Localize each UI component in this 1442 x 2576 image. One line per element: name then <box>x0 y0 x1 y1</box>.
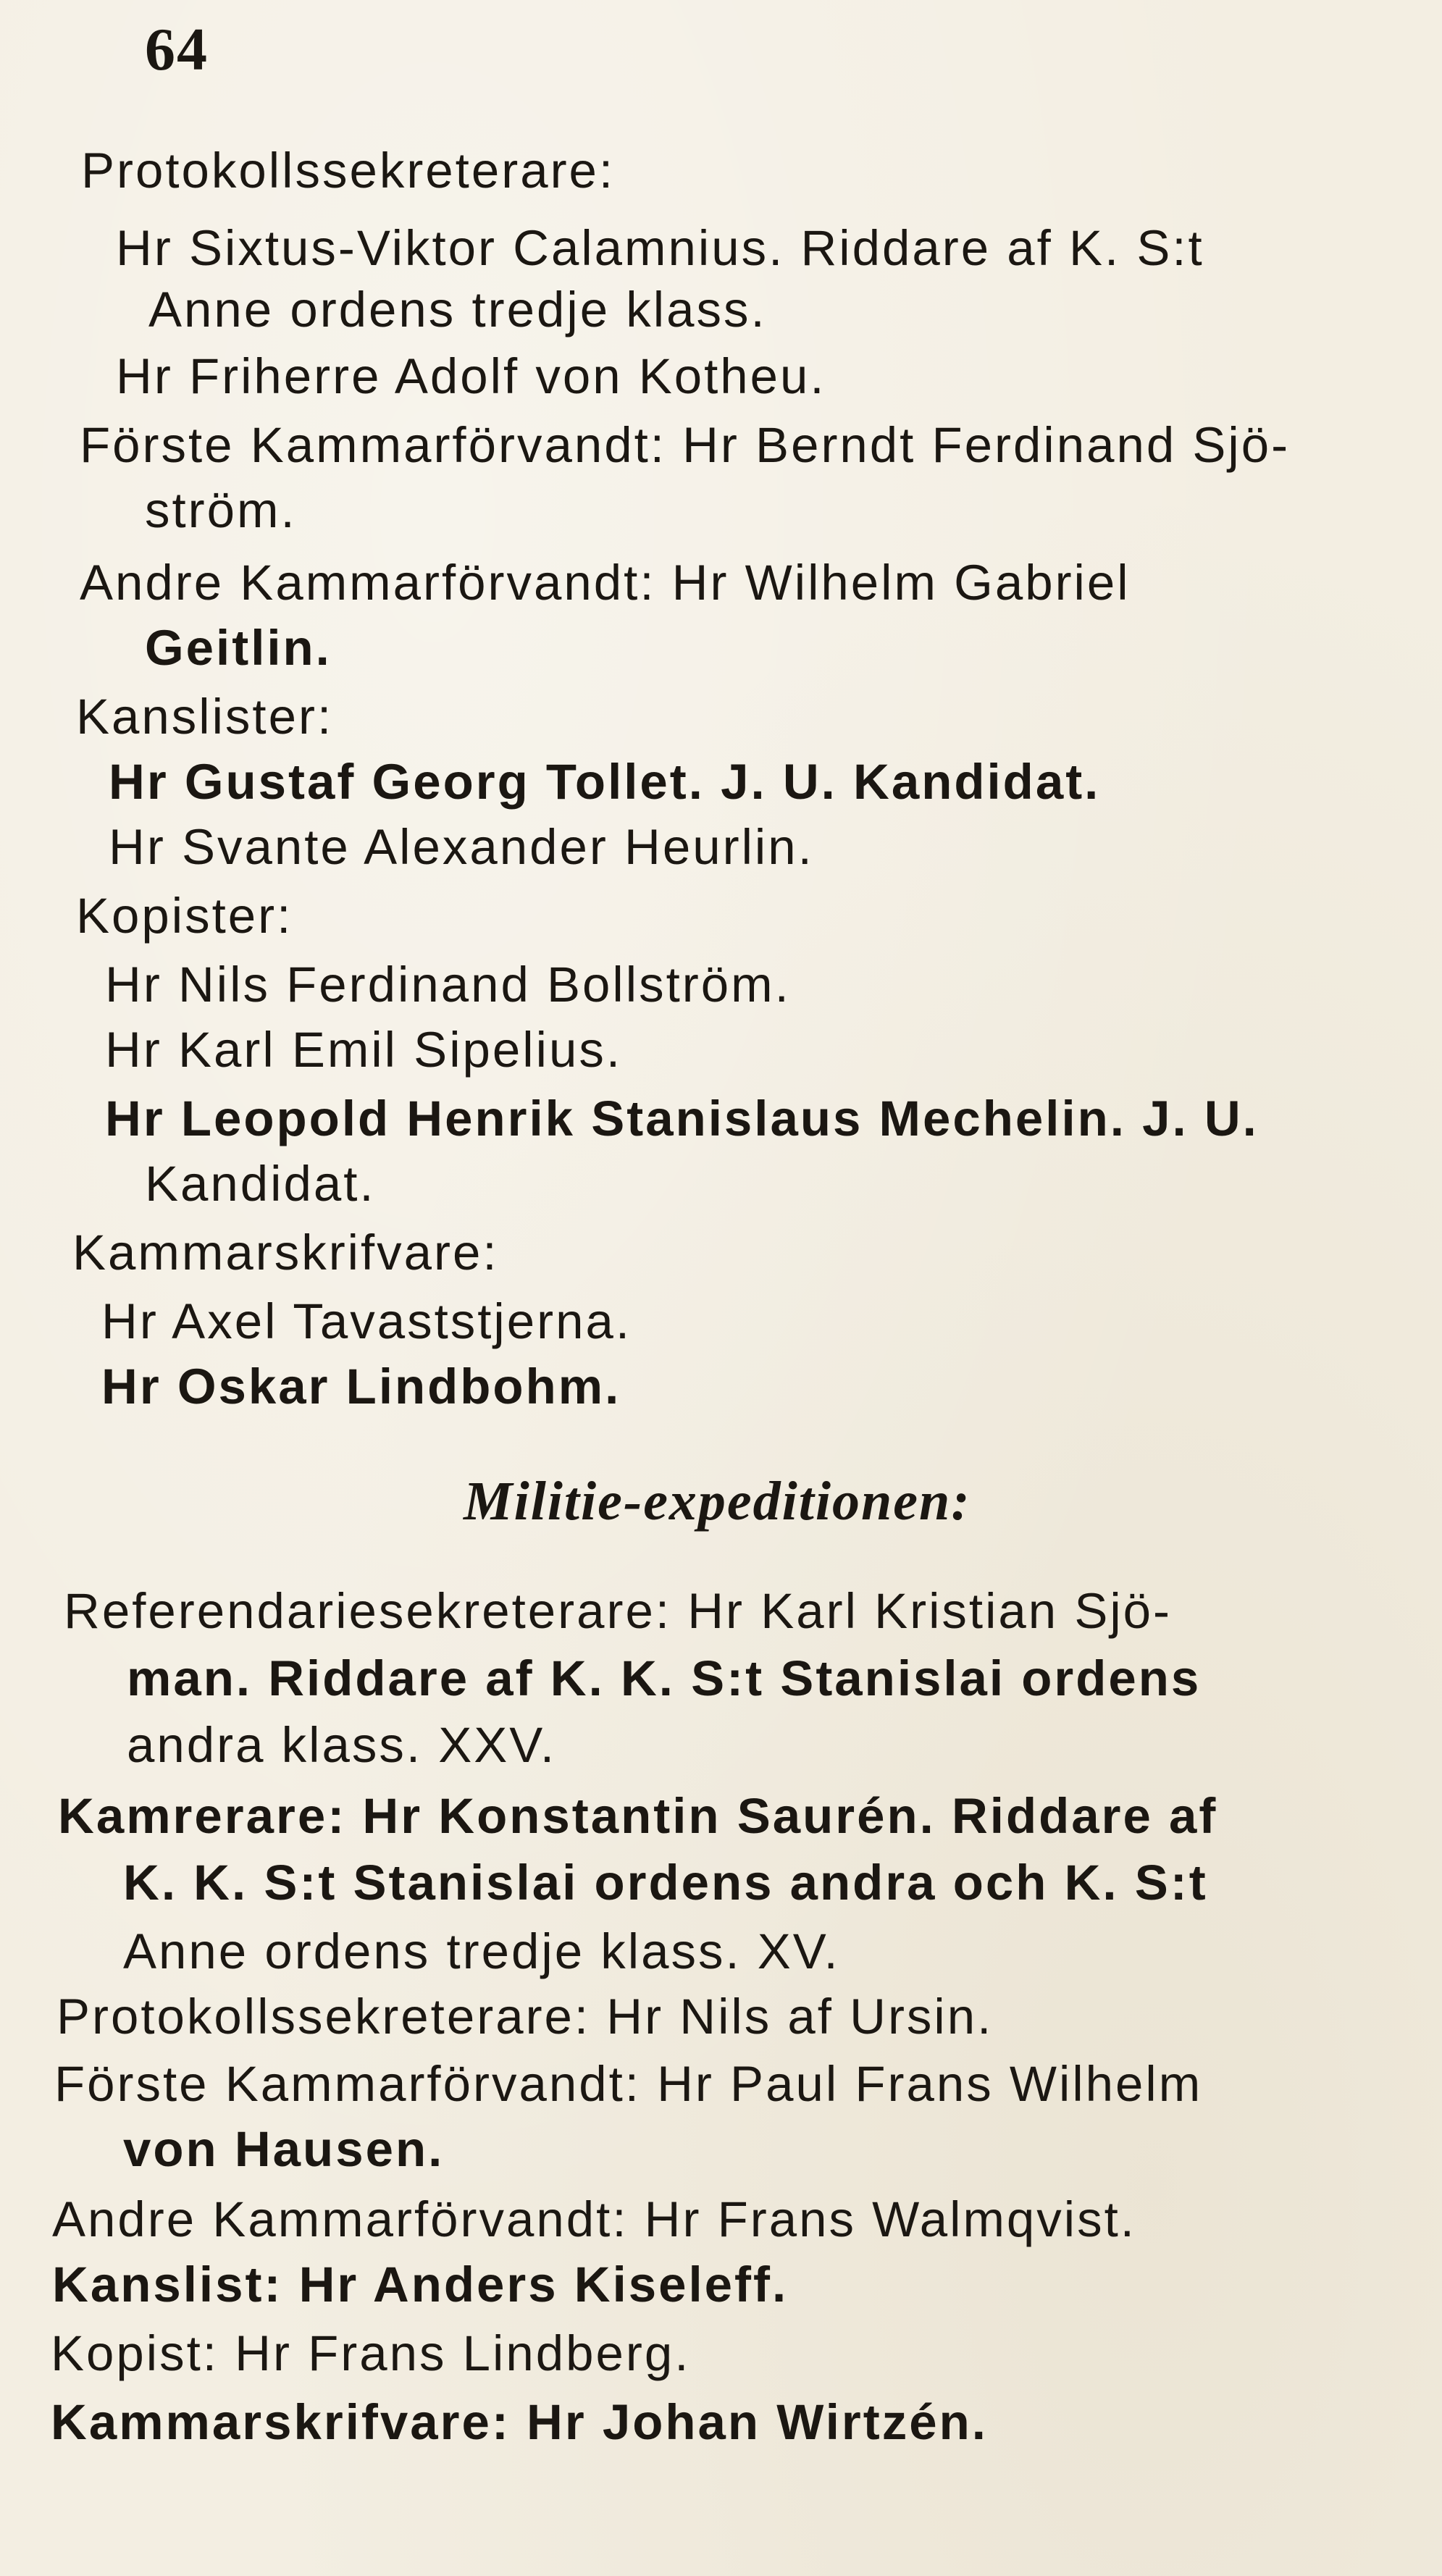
text-line: Kopist: Hr Frans Lindberg. <box>51 2325 691 2381</box>
text-line: Hr Leopold Henrik Stanislaus Mechelin. J. U. <box>105 1091 1259 1146</box>
text-line: Andre Kammarförvandt: Hr Wilhelm Gabriel <box>80 555 1131 611</box>
text-line: Hr Axel Tavaststjerna. <box>101 1293 632 1349</box>
text-line: Hr Sixtus-Viktor Calamnius. Riddare af K. S:t <box>116 220 1204 276</box>
text-line: andra klass. XXV. <box>127 1717 557 1773</box>
text-line: Förste Kammarförvandt: Hr Paul Frans Wilhelm <box>54 2056 1203 2112</box>
text-line: Hr Gustaf Georg Tollet. J. U. Kandidat. <box>109 754 1101 810</box>
section-heading: Militie-expeditionen: <box>464 1471 971 1532</box>
page-number: 64 <box>145 16 209 83</box>
text-line: Anne ordens tredje klass. <box>148 282 767 337</box>
text-line: ström. <box>145 482 297 538</box>
text-line: Hr Nils Ferdinand Bollström. <box>105 957 791 1012</box>
text-line: Kammarskrifvare: Hr Johan Wirtzén. <box>51 2394 988 2450</box>
text-line: Andre Kammarförvandt: Hr Frans Walmqvist. <box>52 2191 1136 2247</box>
text-line: K. K. S:t Stanislai ordens andra och K. S:t <box>123 1855 1208 1910</box>
text-line: Kamrerare: Hr Konstantin Saurén. Riddare af <box>58 1788 1218 1844</box>
text-line: Hr Karl Emil Sipelius. <box>105 1022 622 1078</box>
text-line: Geitlin. <box>145 620 332 676</box>
text-line: von Hausen. <box>123 2121 445 2177</box>
text-line: Kopister: <box>76 888 293 944</box>
text-line: Kanslist: Hr Anders Kiseleff. <box>52 2257 789 2312</box>
text-line: Protokollssekreterare: <box>81 143 616 198</box>
text-line: Hr Friherre Adolf von Kotheu. <box>116 348 826 404</box>
text-line: Kammarskrifvare: <box>72 1225 499 1280</box>
text-line: man. Riddare af K. K. S:t Stanislai ordens <box>127 1650 1202 1706</box>
text-line: Anne ordens tredje klass. XV. <box>123 1923 840 1979</box>
text-line: Kanslister: <box>76 689 334 744</box>
text-line: Hr Oskar Lindbohm. <box>101 1359 621 1414</box>
text-line: Protokollssekreterare: Hr Nils af Ursin. <box>56 1989 994 2044</box>
text-line: Förste Kammarförvandt: Hr Berndt Ferdinand Sjö- <box>80 417 1291 473</box>
text-line: Referendariesekreterare: Hr Karl Kristian Sjö- <box>64 1583 1173 1639</box>
text-line: Hr Svante Alexander Heurlin. <box>109 819 814 875</box>
text-line: Kandidat. <box>145 1156 376 1212</box>
